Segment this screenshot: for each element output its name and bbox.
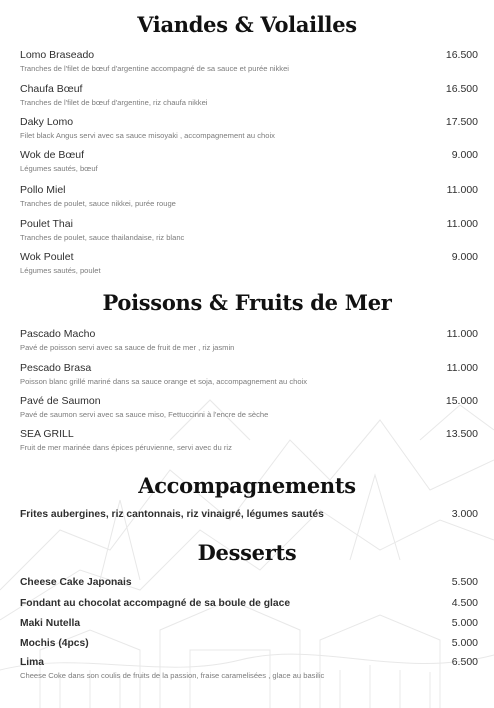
item-name: SEA GRILL (20, 428, 74, 440)
item-price: 4.500 (451, 597, 478, 609)
item-name: Pescado Brasa (20, 362, 92, 374)
menu-item (20, 508, 478, 520)
item-price: 11.000 (446, 184, 478, 196)
item-name: Cheese Cake Japonais (20, 577, 132, 588)
item-name: Wok de Bœuf (20, 149, 84, 161)
item-name: Daky Lomo (20, 116, 74, 128)
item-description: Tranches de poulet, sauce nikkei, purée rouge (20, 199, 176, 208)
item-name: Fondant au chocolat accompagné de sa boule de glace (20, 598, 291, 609)
item-price: 9.000 (451, 251, 478, 263)
item-name: Pavé de Saumon (20, 395, 101, 407)
item-price: 16.500 (445, 83, 478, 95)
section-title-desserts: Desserts (197, 540, 297, 565)
menu-item (20, 576, 478, 588)
menu-item (20, 149, 478, 175)
item-price: 15.000 (445, 395, 478, 407)
item-name: Lomo Braseado (20, 49, 95, 61)
section-title-viandes: Viandes & Volailles (137, 12, 357, 37)
menu-item (20, 617, 478, 629)
item-price: 11.000 (446, 328, 478, 340)
menu-item (20, 49, 478, 75)
menu-item (20, 637, 478, 649)
item-price: 5.000 (451, 617, 478, 629)
item-description: Légumes sautés, bœuf (20, 164, 98, 173)
item-name: Maki Nutella (20, 618, 81, 629)
section-title-accompagnements: Accompagnements (138, 473, 356, 498)
menu-item (20, 116, 478, 142)
item-name: Poulet Thai (20, 218, 73, 230)
menu-item (20, 328, 478, 354)
item-name: Mochis (4pcs) (20, 638, 89, 649)
item-price: 17.500 (445, 116, 478, 128)
item-name: Pollo Miel (20, 184, 66, 196)
item-description: Fruit de mer marinée dans épices péruvienne, servi avec du riz (20, 443, 232, 452)
item-name: Wok Poulet (20, 251, 74, 263)
item-price: 6.500 (451, 656, 478, 668)
item-price: 5.500 (451, 576, 478, 588)
section-title-poissons: Poissons & Fruits de Mer (102, 290, 392, 315)
item-price: 13.500 (445, 428, 478, 440)
item-description: Tranches de l'filet de bœuf d'argentine accompagné de sa sauce et purée nikkei (20, 64, 289, 73)
item-description: Tranches de poulet, sauce thailandaise, riz blanc (20, 233, 185, 242)
menu-item (20, 656, 478, 682)
menu-item (20, 184, 478, 210)
menu-item (20, 428, 478, 454)
item-price: 11.000 (446, 362, 478, 374)
menu-item (20, 251, 478, 277)
item-description: Cheese Coke dans son coulis de fruits de la passion, fraise caramelisées , glace au basilic (20, 671, 325, 680)
item-price: 11.000 (446, 218, 478, 230)
item-name: Frites aubergines, riz cantonnais, riz vinaigré, légumes sautés (20, 509, 324, 520)
item-description: Poisson blanc grillé mariné dans sa sauce orange et soja, accompagnement au choix (20, 377, 308, 386)
menu-item (20, 597, 478, 609)
item-price: 16.500 (445, 49, 478, 61)
menu-item (20, 395, 478, 421)
item-description: Légumes sautés, poulet (20, 266, 101, 275)
menu-item (20, 362, 478, 388)
menu-item (20, 218, 478, 244)
item-name: Pascado Macho (20, 328, 96, 340)
item-price: 5.000 (451, 637, 478, 649)
item-name: Lima (20, 657, 45, 668)
item-price: 3.000 (451, 508, 478, 520)
item-price: 9.000 (451, 149, 478, 161)
item-description: Filet black Angus servi avec sa sauce misoyaki , accompagnement au choix (20, 131, 275, 140)
item-description: Pavé de saumon servi avec sa sauce miso, Fettuccinni à l'encre de sèche (20, 410, 269, 419)
item-name: Chaufa Bœuf (20, 83, 83, 95)
item-description: Tranches de l'filet de bœuf d'argentine, riz chaufa nikkei (20, 98, 208, 107)
menu-item (20, 83, 478, 109)
item-description: Pavé de poisson servi avec sa sauce de fruit de mer , riz jasmin (20, 343, 235, 352)
